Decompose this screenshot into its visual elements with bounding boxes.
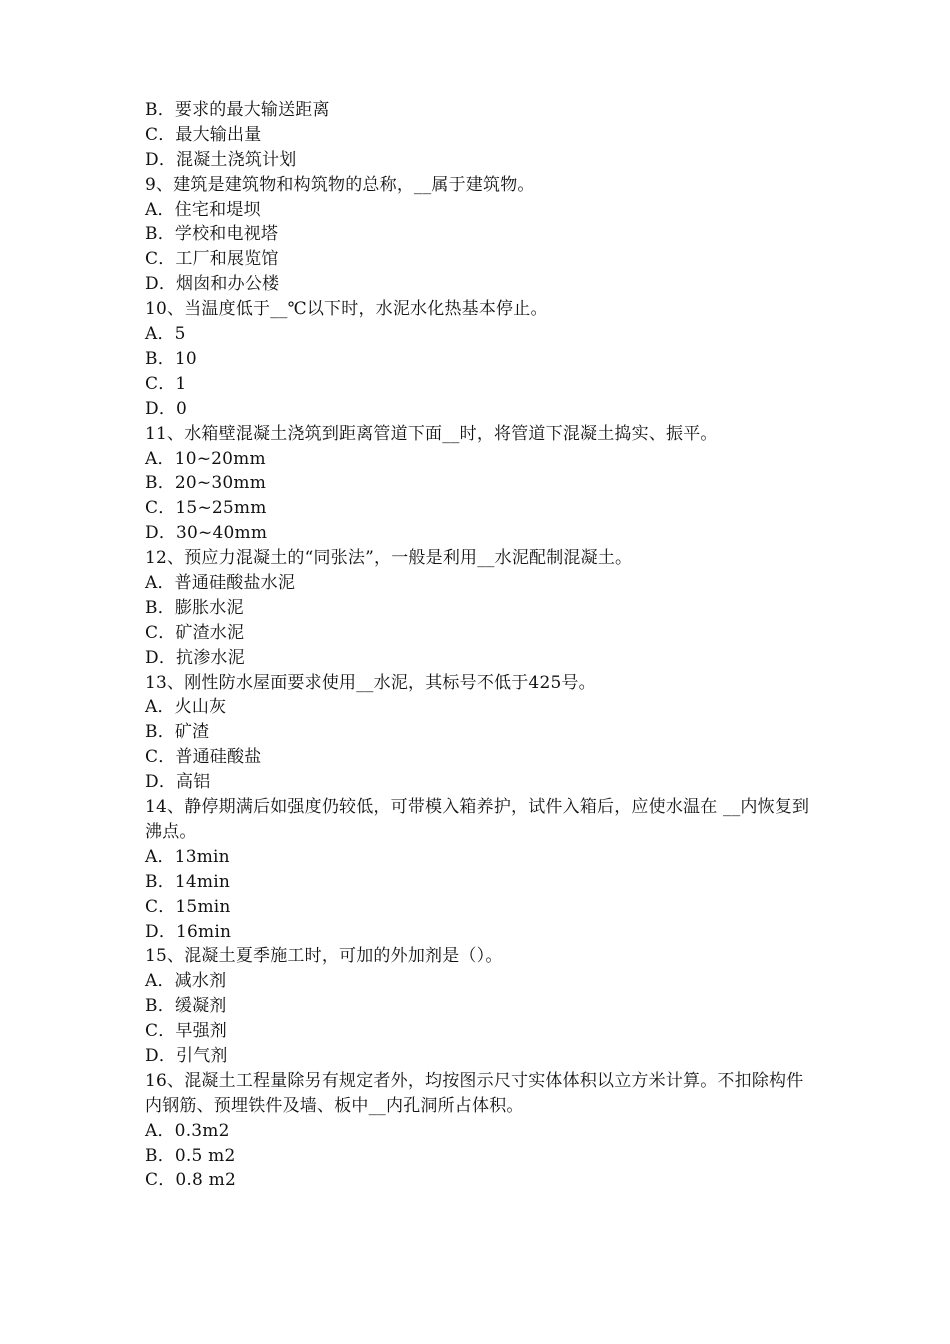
- answer-option: B．缓凝剂: [145, 996, 227, 1017]
- answer-option: C．15min: [145, 896, 231, 917]
- answer-option: A．普通硅酸盐水泥: [145, 572, 296, 593]
- answer-option: B．学校和电视塔: [145, 224, 279, 245]
- answer-option: D．0: [145, 398, 188, 419]
- question-text: 16、混凝土工程量除另有规定者外，均按图示尺寸实体体积以立方米计算。不扣除构件内钢筋、预埋铁件及墙、板中__内孔洞所占体积。: [145, 1070, 804, 1116]
- answer-option: D．烟囱和办公楼: [145, 274, 280, 295]
- answer-option: B．10: [145, 348, 197, 369]
- answer-option: A．10~20mm: [145, 448, 266, 469]
- answer-option: B．膨胀水泥: [145, 597, 244, 618]
- answer-option: C．普通硅酸盐: [145, 747, 262, 768]
- answer-option: C．工厂和展览馆: [145, 249, 279, 270]
- question-text: 12、预应力混凝土的“同张法”，一般是利用__水泥配制混凝土。: [145, 548, 633, 569]
- answer-option: D．16min: [145, 921, 232, 942]
- answer-option: A．火山灰: [145, 697, 227, 718]
- answer-option: C．15~25mm: [145, 498, 267, 519]
- answer-option: C．0.8 m2: [145, 1170, 236, 1191]
- answer-option: B．矿渣: [145, 722, 210, 743]
- question-text: 13、刚性防水屋面要求使用__水泥，其标号不低于425号。: [145, 672, 596, 693]
- question-text: 15、混凝土夏季施工时，可加的外加剂是（）。: [145, 946, 503, 967]
- answer-option: C．最大输出量: [145, 124, 262, 145]
- question-text: 11、水箱壁混凝土浇筑到距离管道下面__时，将管道下混凝土捣实、振平。: [145, 423, 718, 444]
- question-list: [145, 98, 815, 1193]
- question-text: 9、建筑是建筑物和构筑物的总称，__属于建筑物。: [145, 174, 535, 195]
- answer-option: A．减水剂: [145, 971, 227, 992]
- answer-option: B．20~30mm: [145, 473, 267, 494]
- answer-option: B．要求的最大输送距离: [145, 100, 330, 120]
- answer-option: B．14min: [145, 871, 231, 892]
- answer-option: B．0.5 m2: [145, 1145, 236, 1166]
- answer-option: A．住宅和堤坝: [145, 199, 261, 220]
- answer-option: D．抗渗水泥: [145, 647, 245, 668]
- answer-option: D．引气剂: [145, 1045, 228, 1066]
- answer-option: A．5: [145, 324, 186, 345]
- answer-option: D．混凝土浇筑计划: [145, 149, 297, 170]
- answer-option: A．0.3m2: [145, 1120, 230, 1141]
- question-text: 14、静停期满后如强度仍较低，可带模入箱养护，试件入箱后，应使水温在 __内恢复到沸点。: [145, 797, 810, 842]
- answer-option: C．早强剂: [145, 1021, 228, 1042]
- answer-option: C．1: [145, 373, 187, 394]
- question-text: 10、当温度低于__℃以下时，水泥水化热基本停止。: [145, 299, 548, 320]
- document-page: [145, 98, 815, 1193]
- answer-option: D．高铝: [145, 772, 211, 793]
- answer-option: A．13min: [145, 846, 230, 867]
- answer-option: D．30~40mm: [145, 523, 268, 544]
- answer-option: C．矿渣水泥: [145, 622, 245, 643]
